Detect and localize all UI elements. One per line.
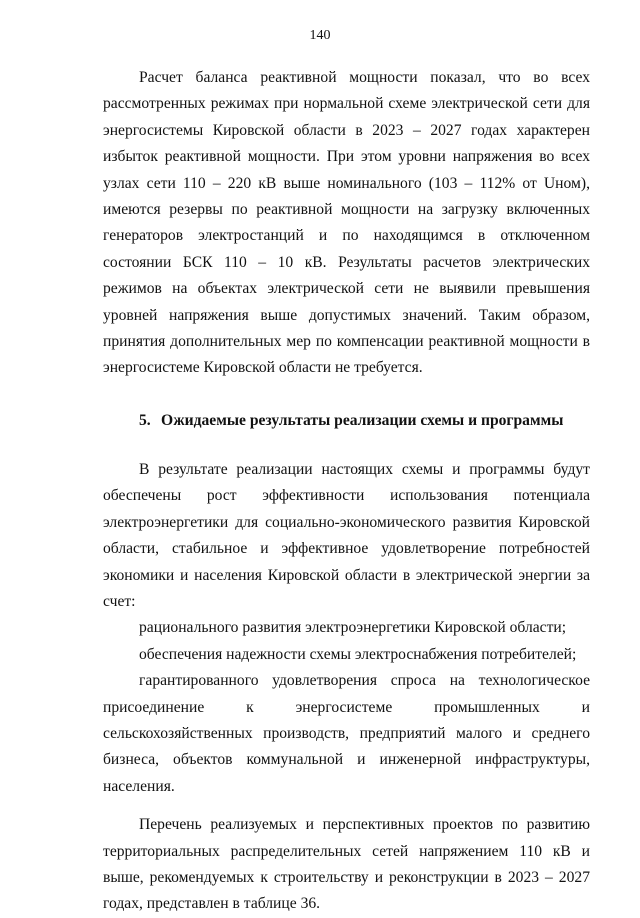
list-item-rational-development: рационального развития электроэнергетики Кировской области; — [139, 619, 567, 637]
document-body — [103, 65, 590, 918]
section-number: 5. — [139, 411, 151, 429]
page-number: 140 — [309, 28, 331, 43]
section-title: Ожидаемые результаты реализации схемы и программы — [161, 411, 564, 429]
list-item-guaranteed-connection: гарантированного удовлетворения спроса на технологическое присоединение к энергосистеме промышленных и сельскохозяйственных производств, предприятий малого и среднего бизнеса, объектов коммунальной и инженерной инфраструктуры, населения. — [103, 672, 590, 795]
paragraph-reactive-power-balance: Расчет баланса реактивной мощности показал, что во всех рассмотренных режимах при нормальной схеме электрической сети для энергосистемы Кировской области в 2023 – 2027 годах характерен избыток реактивной мощности. При этом уровни напряжения во всех узлах сети 110 – 220 кВ выше номинального (103 – 112% от Uном), имеются резервы по реактивной мощности на загрузку включенных генераторов электростанций и по находящимся в отключенном состоянии БСК 110 – 10 кВ. Результаты расчетов электрических режимов на объектах электрической сети не выявили превышения уровней напряжения выше допустимых значений. Таким образом, принятия дополнительных мер по компенсации реактивной мощности в энергосистеме Кировской области не требуется. — [103, 69, 590, 377]
section-heading — [103, 408, 590, 434]
list-item-supply-reliability: обеспечения надежности схемы электроснабжения потребителей; — [139, 645, 577, 663]
paragraph-projects-list: Перечень реализуемых и перспективных проектов по развитию территориальных распределительных сетей напряжением 110 кВ и выше, рекомендуемых к строительству и реконструкции в 2023 – 2027 годах, представлен в таблице 36. — [103, 816, 590, 913]
paragraph-expected-results: В результате реализации настоящих схемы и программы будут обеспечены рост эффективности использования потенциала электроэнергетики для социально-экономического развития Кировской области, стабильное и эффективное удовлетворение потребностей экономики и населения Кировской области в электрической энергии за счет: — [103, 460, 590, 610]
